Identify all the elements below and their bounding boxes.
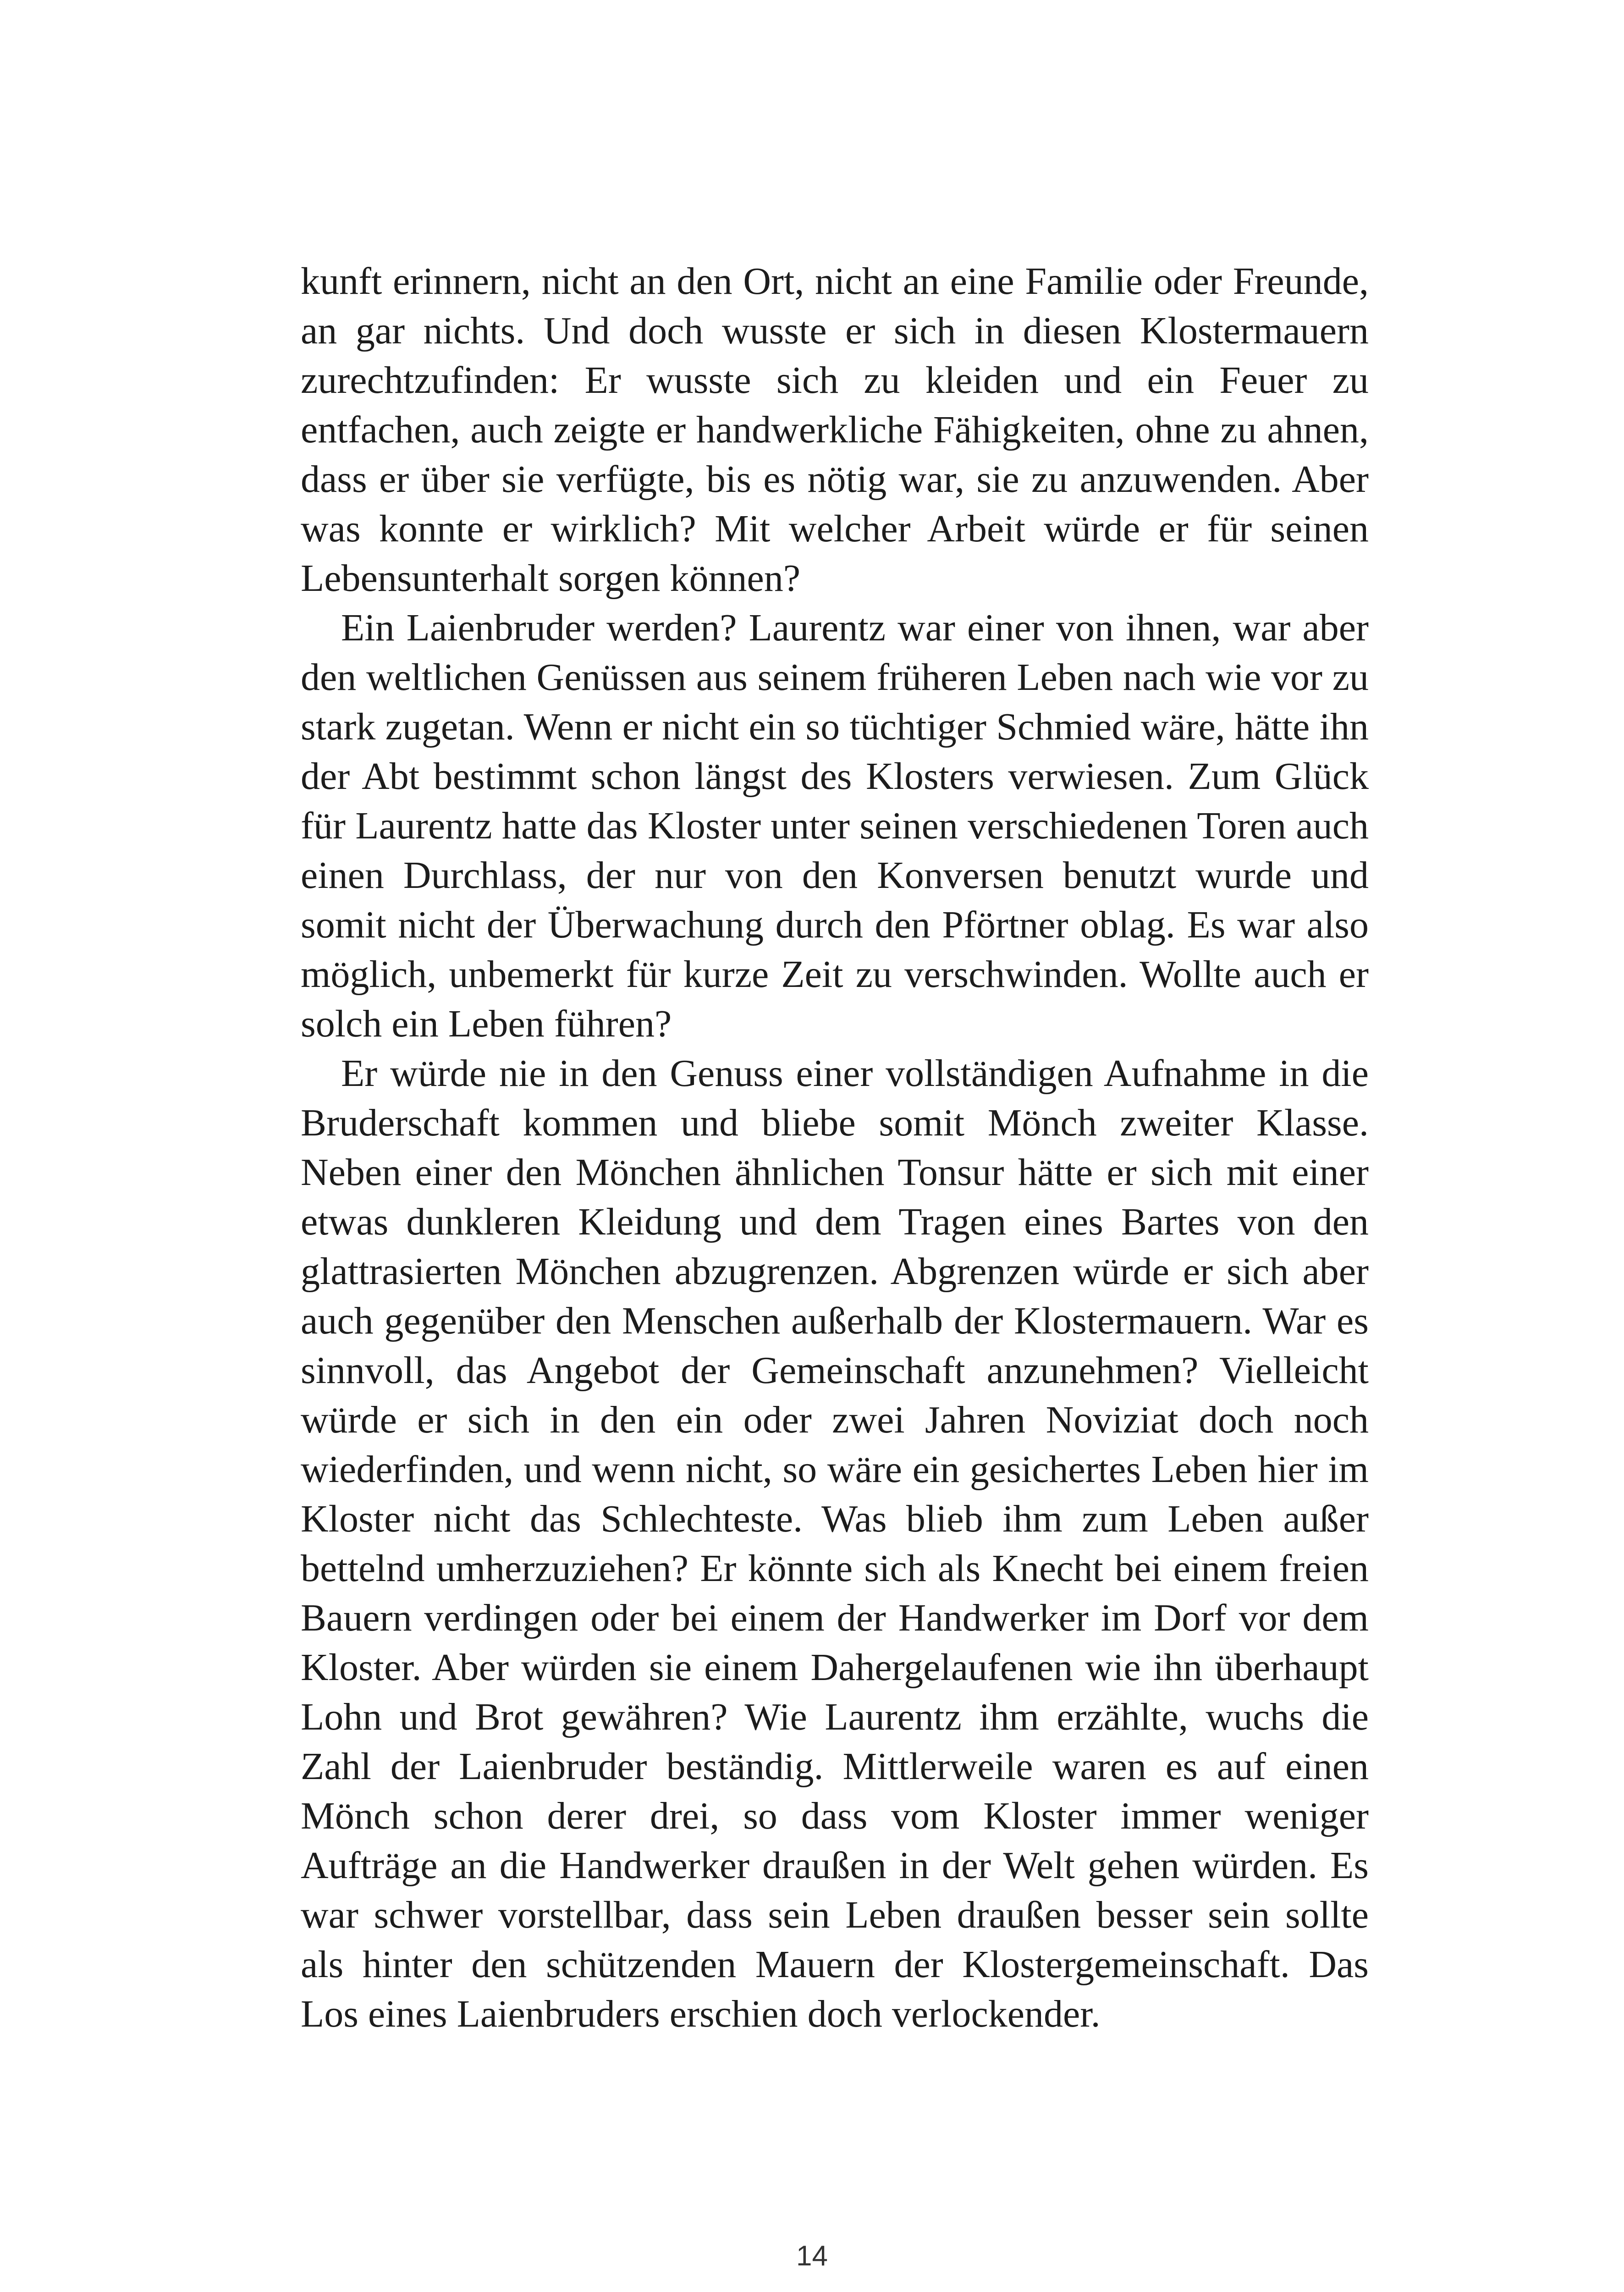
paragraph-2: Ein Laienbruder werden? Laurentz war einer von ihnen, war aber den weltlichen Genüssen aus seinem früheren Leben nach wie vor zu stark zugetan. Wenn er nicht ein so tüchtiger Schmied wäre, hätte ihn der Abt bestimmt schon längst des Klosters verwiesen. Zum Glück für Laurentz hatte das Kloster unter seinen verschiedenen Toren auch einen Durchlass, der nur von den Konversen benutzt wurde und somit nicht der Überwachung durch den Pförtner oblag. Es war also möglich, unbemerkt für kurze Zeit zu verschwinden. Wollte auch er solch ein Leben führen?	[301, 606, 1369, 1045]
paragraph-3: Er würde nie in den Genuss einer vollständigen Aufnahme in die Bruderschaft kommen und bliebe somit Mönch zweiter Klasse. Neben einer den Mönchen ähnlichen Tonsur hätte er sich mit einer etwas dunkleren Kleidung und dem Tragen eines Bartes von den glattrasierten Mönchen abzugrenzen. Abgrenzen würde er sich aber auch gegenüber den Menschen außerhalb der Klostermauern. War es sinnvoll, das Angebot der Gemeinschaft anzunehmen? Vielleicht würde er sich in den ein oder zwei Jahren Noviziat doch noch wiederfinden, und wenn nicht, so wäre ein gesichertes Leben hier im Kloster nicht das Schlechteste. Was blieb ihm zum Leben außer bettelnd umherzuziehen? Er könnte sich als Knecht bei einem freien Bauern verdingen oder bei einem der Handwerker im Dorf vor dem Kloster. Aber würden sie einem Dahergelaufenen wie ihn überhaupt Lohn und Brot gewähren? Wie Laurentz ihm erzählte, wuchs die Zahl der Laienbruder beständig. Mittlerweile waren es auf einen Mönch schon derer drei, so dass vom Kloster immer weniger Aufträge an die Handwerker draußen in der Welt gehen würden. Es war schwer vorstellbar, dass sein Leben draußen besser sein sollte als hinter den schützenden Mauern der Klostergemeinschaft. Das Los eines Laienbruders erschien doch verlockender.	[301, 1052, 1369, 2035]
body-text	[301, 257, 1369, 2039]
page-number: 14	[796, 2240, 828, 2272]
paragraph-1: kunft erinnern, nicht an den Ort, nicht an eine Familie oder Freunde, an gar nichts. Und doch wusste er sich in diesen Klostermauern zurechtzufinden: Er wusste sich zu kleiden und ein Feuer zu entfachen, auch zeigte er handwerkliche Fähigkeiten, ohne zu ahnen, dass er über sie verfügte, bis es nötig war, sie zu anzuwenden. Aber was konnte er wirklich? Mit welcher Arbeit würde er für seinen Lebensunterhalt sorgen können?	[301, 260, 1369, 600]
